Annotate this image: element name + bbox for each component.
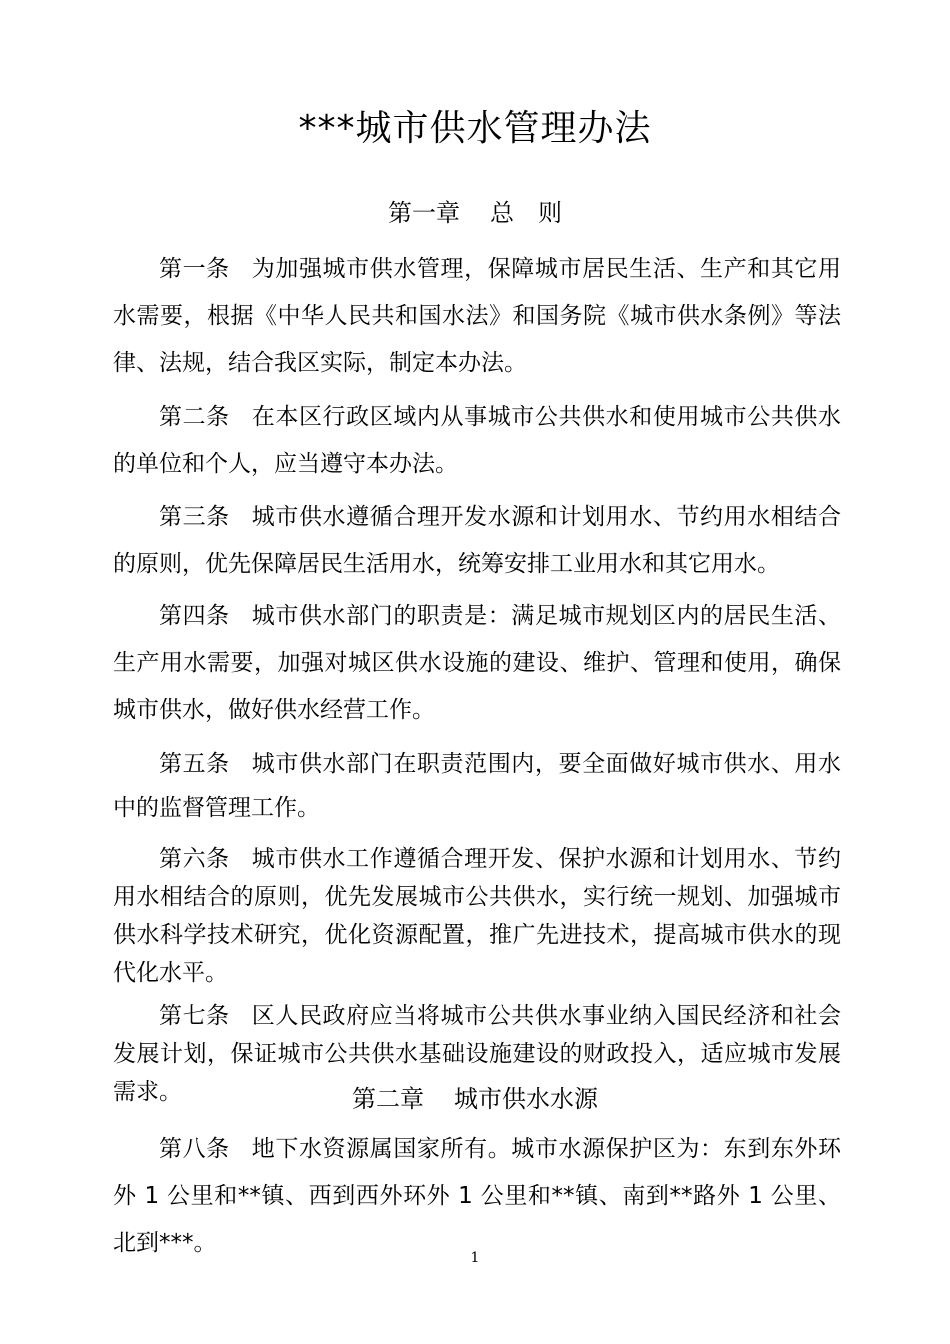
article-label: 第六条 (159, 846, 230, 872)
article-text: 城市供水遵循合理开发水源和计划用水、节约用水相结合的原则，优先保障居民生活用水，统筹安排工业用水和其它用水。 (113, 504, 842, 577)
article-text: 城市供水工作遵循合理开发、保护水源和计划用水、节约用水相结合的原则，优先发展城市公共供水，实行统一规划、加强城市供水科学技术研究，优化资源配置，推广先进技术，提高城市供水的现代化水平。 (113, 846, 842, 986)
article-1 (113, 246, 841, 387)
article-label: 第一条 (159, 256, 230, 282)
article-4 (113, 593, 841, 734)
chapter-heading-1 (0, 193, 950, 228)
article-5 (113, 742, 841, 830)
article-label: 第五条 (159, 751, 230, 777)
article-text: 城市供水部门的职责是：满足城市规划区内的居民生活、生产用水需要，加强对城区供水设施的建设、维护、管理和使用，确保城市供水，做好供水经营工作。 (113, 603, 842, 723)
chapter-number: 第二章 (352, 1085, 424, 1113)
chapter-name: 总 则 (490, 199, 562, 227)
article-2 (113, 394, 841, 488)
article-label: 第三条 (159, 504, 230, 530)
article-text: 在本区行政区域内从事城市公共供水和使用城市公共供水的单位和个人，应当遵守本办法。 (113, 404, 842, 477)
article-text: 城市供水部门在职责范围内，要全面做好城市供水、用水中的监督管理工作。 (113, 751, 842, 821)
article-label: 第八条 (159, 1136, 230, 1162)
article-3 (113, 494, 841, 588)
chapter-name: 城市供水水源 (454, 1085, 598, 1113)
chapter-number: 第一章 (388, 199, 460, 227)
article-text: 地下水资源属国家所有。城市水源保护区为：东到东外环外 1 公里和**镇、西到西外环外 1 公里和**镇、南到**路外 1 公里、北到***。 (113, 1136, 842, 1256)
page-number: 1 (470, 1250, 480, 1266)
document-title: ***城市供水管理办法 (298, 108, 652, 149)
article-label: 第七条 (159, 1003, 230, 1029)
article-label: 第二条 (159, 404, 230, 430)
article-text: 区人民政府应当将城市公共供水事业纳入国民经济和社会发展计划，保证城市公共供水基础设施建设的财政投入，适应城市发展需求。 (113, 1003, 842, 1105)
article-label: 第四条 (159, 603, 230, 629)
article-text: 为加强城市供水管理，保障城市居民生活、生产和其它用水需要，根据《中华人民共和国水法》和国务院《城市供水条例》等法律、法规，结合我区实际，制定本办法。 (113, 256, 842, 376)
article-8 (113, 1126, 841, 1267)
article-6 (113, 840, 841, 992)
chapter-heading-2 (0, 1079, 950, 1114)
